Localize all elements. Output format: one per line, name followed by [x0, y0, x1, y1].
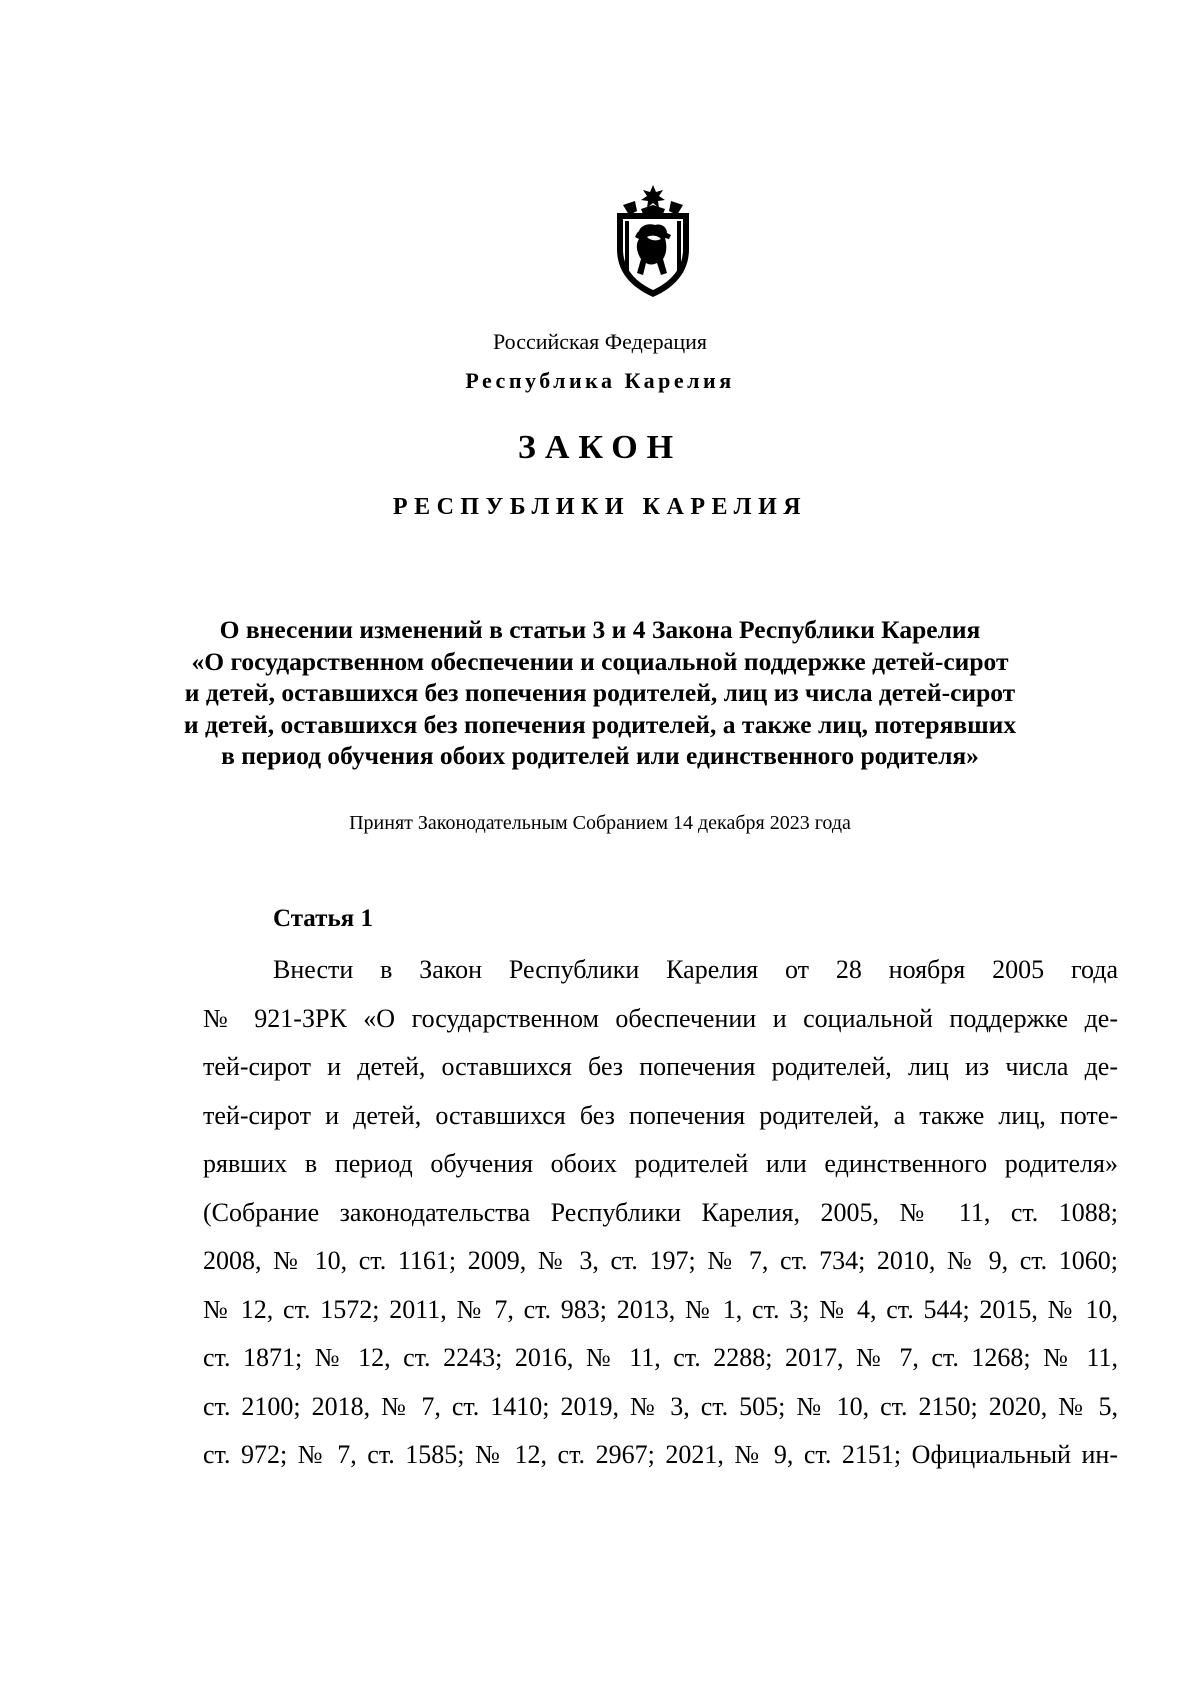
country-name: Российская Федерация: [492, 329, 708, 354]
article-body: [203, 946, 1118, 1480]
body-line: Внести в Закон Республики Карелия от 28 ноября 2005 года: [273, 955, 1118, 984]
body-line: (Собрание законодательства Республики Карелия, 2005, № 11, ст. 1088;: [203, 1197, 1118, 1227]
adoption-note: Принят Законодательным Собранием 14 декабря 2023 года: [349, 812, 851, 834]
body-line: № 12, ст. 1572; 2011, № 7, ст. 983; 2013, № 1, ст. 3; № 4, ст. 544; 2015, № 10,: [203, 1294, 1118, 1324]
body-line: ст. 1871; № 12, ст. 2243; 2016, № 11, ст. 2288; 2017, № 7, ст. 1268; № 11,: [203, 1343, 1118, 1372]
republic-name: Республика Карелия: [465, 368, 735, 393]
law-title-line: «О государственном обеспечении и социальной поддержке детей-сирот: [191, 646, 1009, 676]
karelia-coat-of-arms-icon: [611, 183, 695, 299]
law-title-line: и детей, оставшихся без попечения родителей, а также лиц, потерявших: [183, 709, 1017, 739]
body-line: тей-сирот и детей, оставшихся без попечения родителей, а также лиц, поте-: [203, 1100, 1118, 1130]
law-title-line: О внесении изменений в статьи 3 и 4 Закона Республики Карелия: [219, 615, 981, 644]
law-title: [150, 614, 1050, 772]
law-title-line: и детей, оставшихся без попечения родителей, лиц из числа детей-сирот: [184, 678, 1016, 707]
body-line: рявших в период обучения обоих родителей или единственного родителя»: [203, 1149, 1118, 1178]
document-type-subtitle: РЕСПУБЛИКИ КАРЕЛИЯ: [392, 494, 808, 520]
law-title-line: в период обучения обоих родителей или единственного родителя»: [221, 741, 979, 770]
article-heading: Статья 1: [273, 905, 373, 932]
body-line: ст. 972; № 7, ст. 1585; № 12, ст. 2967; 2021, № 9, ст. 2151; Официальный ин-: [203, 1440, 1118, 1469]
document-type: ЗАКОН: [517, 429, 683, 466]
body-line: 2008, № 10, ст. 1161; 2009, № 3, ст. 197; № 7, ст. 734; 2010, № 9, ст. 1060;: [203, 1246, 1118, 1275]
body-line: № 921-ЗРК «О государственном обеспечении и социальной поддержке де-: [203, 1003, 1118, 1033]
body-line: ст. 2100; 2018, № 7, ст. 1410; 2019, № 3, ст. 505; № 10, ст. 2150; 2020, № 5,: [203, 1391, 1118, 1421]
body-line: тей-сирот и детей, оставшихся без попечения родителей, лиц из числа де-: [203, 1052, 1118, 1081]
